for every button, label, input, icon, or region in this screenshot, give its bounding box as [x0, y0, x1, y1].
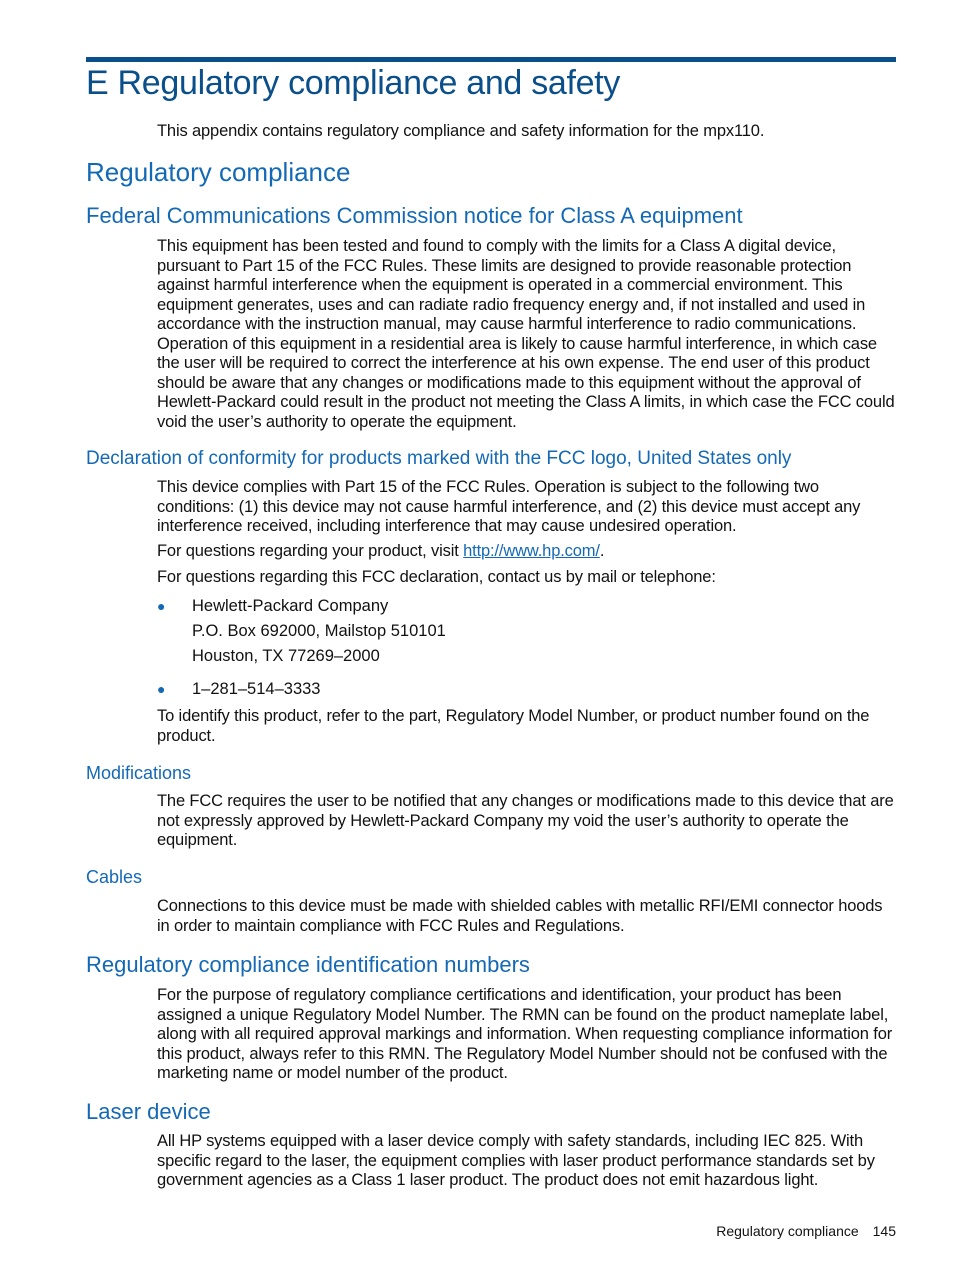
intro-paragraph: This appendix contains regulatory compliance and safety information for the mpx110.	[157, 122, 765, 140]
declaration-paragraph: This device complies with Part 15 of the FCC Rules. Operation is subject to the following two conditions: (1) this device may not cause harmful interference, and (2) this device must accept any interference received, including interference that may cause undesired operation.	[157, 478, 861, 535]
identification-numbers-heading: Regulatory compliance identification numbers	[86, 952, 530, 977]
cables-paragraph: Connections to this device must be made with shielded cables with metallic RFI/EMI connector hoods in order to maintain compliance with FCC Rules and Regulations.	[157, 897, 883, 935]
laser-device-heading: Laser device	[86, 1099, 211, 1124]
page-footer	[716, 1223, 896, 1239]
footer-section-name: Regulatory compliance	[716, 1223, 859, 1239]
phone-number: 1–281–514–3333	[192, 680, 321, 698]
top-rule	[86, 57, 896, 62]
chapter-title: E Regulatory compliance and safety	[86, 64, 621, 102]
bullet-icon: ●	[157, 598, 166, 614]
laser-device-paragraph: All HP systems equipped with a laser device comply with safety standards, including IEC 825. With specific regard to the laser, the equipment complies with laser product performance standards set by government agencies as a Class 1 laser product. The product does not emit hazardous light.	[157, 1132, 875, 1189]
modifications-heading: Modifications	[86, 763, 192, 783]
identification-numbers-paragraph: For the purpose of regulatory compliance certifications and identification, your product has been assigned a unique Regulatory Model Number. The RMN can be found on the product nameplate label, along with all required approval markings and information. When requesting compliance information for this product, always refer to this RMN. The Regulatory Model Number should not be confused with the marketing name or model number of the product.	[157, 986, 893, 1082]
address-lines	[192, 594, 446, 669]
fcc-notice-paragraph: This equipment has been tested and found to comply with the limits for a Class A digital device, pursuant to Part 15 of the FCC Rules. These limits are designed to provide reasonable protection against harmful interference when the equipment is operated in a commercial environment. This equipment generates, uses and can radiate radio frequency energy and, if not installed and used in accordance with the instruction manual, may cause harmful interference to radio communications. Operation of this equipment in a residential area is likely to cause harmful interference, in which case the user will be required to correct the interference at his own expense. The end user of this product should be aware that any changes or modifications made to this equipment without the approval of Hewlett-Packard could result in the product not meeting the Class A limits, in which case the FCC could void the user’s authority to operate the equipment.	[157, 237, 895, 431]
bullet-icon: ●	[157, 681, 166, 697]
modifications-paragraph: The FCC requires the user to be notified that any changes or modifications made to this device that are not expressly approved by Hewlett-Packard Company my void the user’s authority to operate the equipment.	[157, 792, 894, 849]
fcc-contact-paragraph: For questions regarding this FCC declaration, contact us by mail or telephone:	[157, 568, 716, 586]
address-line: P.O. Box 692000, Mailstop 510101	[192, 622, 446, 640]
declaration-heading: Declaration of conformity for products marked with the FCC logo, United States only	[86, 448, 792, 469]
product-identification-paragraph: To identify this product, refer to the part, Regulatory Model Number, or product number found on the product.	[157, 707, 870, 745]
cables-heading: Cables	[86, 867, 143, 887]
page-number: 145	[872, 1223, 896, 1239]
product-questions-prefix: For questions regarding your product, visit	[157, 542, 459, 560]
product-questions-suffix: .	[599, 542, 605, 560]
fcc-notice-heading: Federal Communications Commission notice for Class A equipment	[86, 203, 743, 228]
address-line: Hewlett-Packard Company	[192, 597, 389, 615]
address-line: Houston, TX 77269–2000	[192, 647, 380, 665]
hp-website-link[interactable]: http://www.hp.com/	[463, 542, 600, 560]
regulatory-compliance-heading: Regulatory compliance	[86, 157, 351, 187]
product-questions-paragraph	[157, 542, 897, 562]
